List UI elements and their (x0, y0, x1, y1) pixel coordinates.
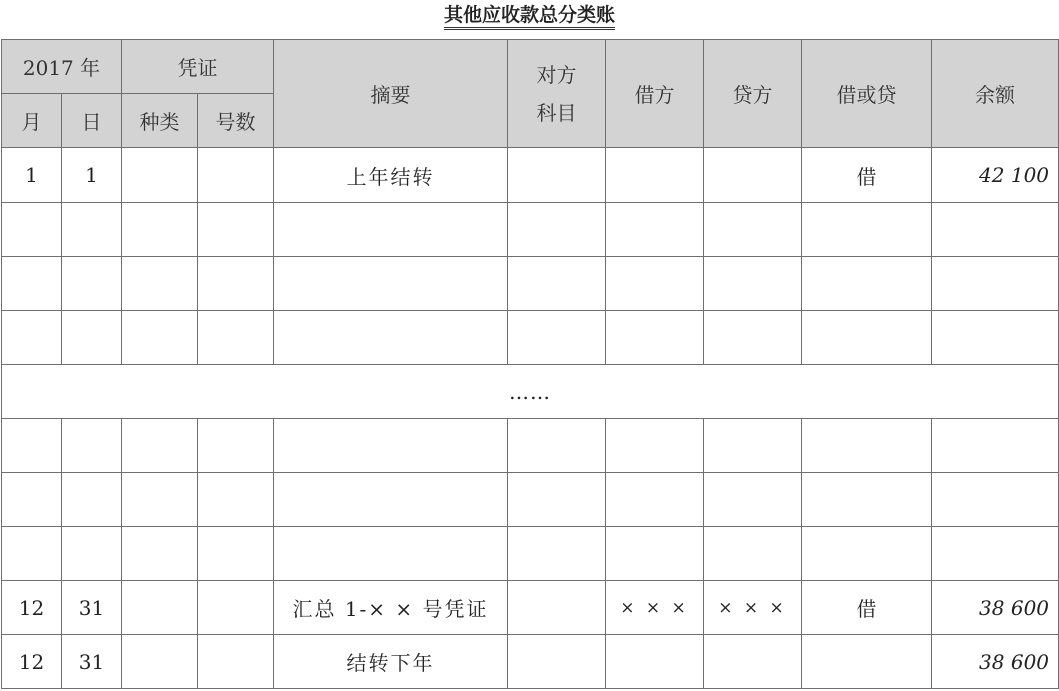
cell-counter-account (508, 203, 606, 257)
cell-summary (274, 419, 508, 473)
cell-month: 1 (2, 148, 62, 203)
title-wrapper (0, 0, 1059, 38)
cell-direction (802, 473, 932, 527)
cell-voucher-no (198, 419, 274, 473)
cell-counter-account (508, 311, 606, 365)
cell-summary: 结转下年 (274, 635, 508, 689)
header-month: 月 (2, 94, 62, 148)
cell-counter-account (508, 635, 606, 689)
cell-direction (802, 311, 932, 365)
cell-summary: 汇总 1-× × 号凭证 (274, 581, 508, 635)
cell-balance: 42 100 (932, 148, 1059, 203)
cell-voucher-type (122, 581, 198, 635)
header-balance: 余额 (932, 40, 1059, 148)
cell-counter-account (508, 257, 606, 311)
table-row (2, 581, 1059, 635)
header-voucher-type: 种类 (122, 94, 198, 148)
ledger-table (1, 39, 1059, 689)
cell-summary (274, 257, 508, 311)
cell-voucher-type (122, 257, 198, 311)
table-row (2, 257, 1059, 311)
cell-month (2, 473, 62, 527)
table-row (2, 311, 1059, 365)
cell-debit (606, 527, 704, 581)
cell-credit (704, 203, 802, 257)
cell-debit (606, 257, 704, 311)
cell-day (62, 419, 122, 473)
header-debit: 借方 (606, 40, 704, 148)
cell-balance (932, 527, 1059, 581)
cell-voucher-no (198, 581, 274, 635)
cell-debit (606, 311, 704, 365)
table-row (2, 419, 1059, 473)
cell-day (62, 473, 122, 527)
cell-credit: × × × (704, 581, 802, 635)
cell-counter-account (508, 527, 606, 581)
header-summary: 摘要 (274, 40, 508, 148)
header-counter-account-line2: 科目 (536, 100, 577, 125)
ellipsis-cell: …… (2, 365, 1059, 419)
cell-debit (606, 635, 704, 689)
cell-summary (274, 311, 508, 365)
cell-balance (932, 203, 1059, 257)
header-counter-account (508, 40, 606, 148)
cell-day (62, 257, 122, 311)
cell-voucher-type (122, 527, 198, 581)
cell-direction (802, 419, 932, 473)
cell-voucher-no (198, 148, 274, 203)
cell-voucher-no (198, 473, 274, 527)
cell-voucher-no (198, 311, 274, 365)
header-day: 日 (62, 94, 122, 148)
cell-summary (274, 527, 508, 581)
cell-credit (704, 473, 802, 527)
cell-balance (932, 311, 1059, 365)
cell-counter-account (508, 419, 606, 473)
cell-debit (606, 419, 704, 473)
table-row (2, 473, 1059, 527)
cell-month (2, 419, 62, 473)
cell-credit (704, 527, 802, 581)
cell-month (2, 257, 62, 311)
cell-debit (606, 148, 704, 203)
cell-voucher-type (122, 203, 198, 257)
cell-voucher-type (122, 311, 198, 365)
cell-voucher-no (198, 527, 274, 581)
cell-summary (274, 203, 508, 257)
cell-debit: × × × (606, 581, 704, 635)
ledger-title: 其他应收款总分类账 (444, 4, 615, 30)
table-row (2, 527, 1059, 581)
cell-month (2, 311, 62, 365)
cell-credit (704, 311, 802, 365)
cell-direction (802, 257, 932, 311)
cell-voucher-type (122, 473, 198, 527)
cell-credit (704, 257, 802, 311)
cell-debit (606, 203, 704, 257)
header-credit: 贷方 (704, 40, 802, 148)
cell-day (62, 203, 122, 257)
cell-credit (704, 635, 802, 689)
header-voucher-no: 号数 (198, 94, 274, 148)
cell-credit (704, 148, 802, 203)
cell-day: 1 (62, 148, 122, 203)
cell-credit (704, 419, 802, 473)
cell-debit (606, 473, 704, 527)
header-row-1 (2, 40, 1059, 94)
cell-voucher-no (198, 257, 274, 311)
cell-counter-account (508, 473, 606, 527)
cell-direction (802, 527, 932, 581)
header-voucher: 凭证 (122, 40, 274, 94)
cell-summary (274, 473, 508, 527)
cell-voucher-type (122, 635, 198, 689)
cell-balance: 38 600 (932, 635, 1059, 689)
ellipsis-row (2, 365, 1059, 419)
cell-day (62, 527, 122, 581)
table-row (2, 635, 1059, 689)
cell-voucher-type (122, 419, 198, 473)
cell-counter-account (508, 581, 606, 635)
cell-voucher-no (198, 203, 274, 257)
cell-balance (932, 419, 1059, 473)
cell-month (2, 203, 62, 257)
cell-balance (932, 473, 1059, 527)
cell-balance: 38 600 (932, 581, 1059, 635)
cell-direction (802, 635, 932, 689)
cell-voucher-no (198, 635, 274, 689)
header-year: 2017 年 (2, 40, 122, 94)
cell-month: 12 (2, 635, 62, 689)
cell-voucher-type (122, 148, 198, 203)
cell-day (62, 311, 122, 365)
header-counter-account-line1: 对方 (536, 62, 577, 87)
cell-counter-account (508, 148, 606, 203)
table-row (2, 148, 1059, 203)
cell-month: 12 (2, 581, 62, 635)
cell-direction (802, 203, 932, 257)
cell-balance (932, 257, 1059, 311)
cell-month (2, 527, 62, 581)
cell-direction: 借 (802, 148, 932, 203)
table-row (2, 203, 1059, 257)
header-direction: 借或贷 (802, 40, 932, 148)
cell-direction: 借 (802, 581, 932, 635)
cell-summary: 上年结转 (274, 148, 508, 203)
cell-day: 31 (62, 581, 122, 635)
cell-day: 31 (62, 635, 122, 689)
